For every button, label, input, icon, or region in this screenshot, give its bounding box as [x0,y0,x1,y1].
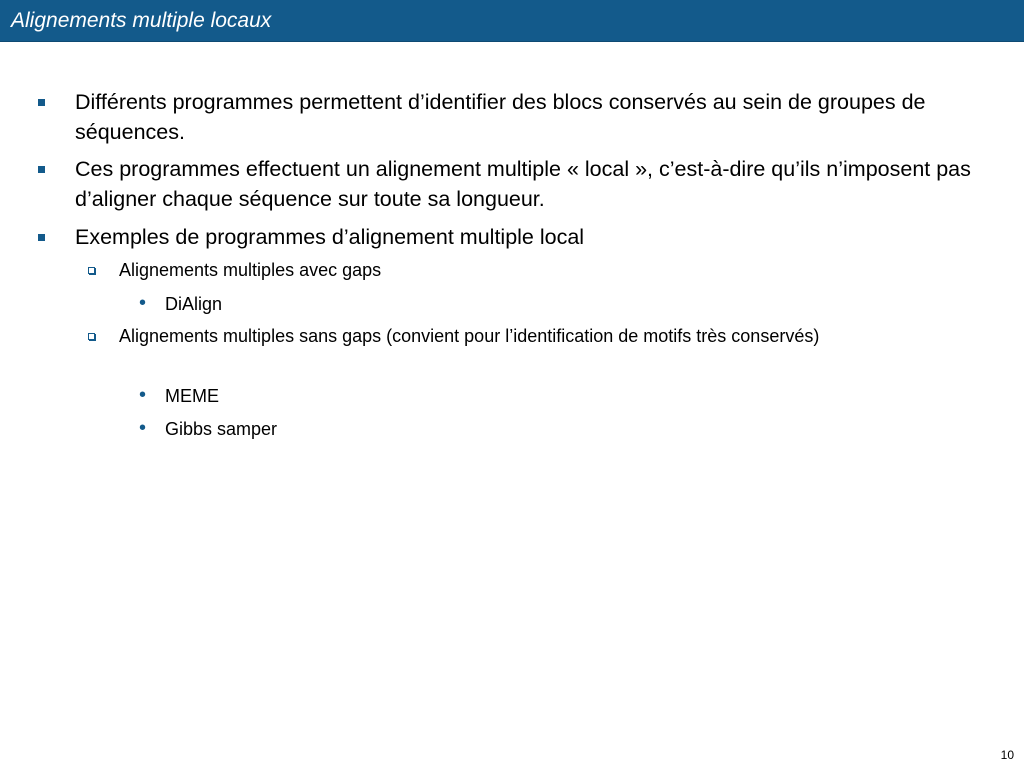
bullet-item-level3 [139,292,865,317]
bullet-text: Différents programmes permettent d’identifier des blocs conservés au sein de groupes de séquences. [75,90,926,144]
round-dot-bullet-icon: • [139,417,147,439]
filled-square-bullet-icon [38,166,45,173]
bullet-text: Gibbs samper [165,419,278,439]
bullet-item-level1 [75,222,975,252]
bullet-item-level3 [139,384,865,409]
bullet-text: Alignements multiples sans gaps (convient pour l’identification de motifs très conservés) [119,326,820,346]
bullet-item-level1 [75,87,975,147]
filled-square-bullet-icon [38,99,45,106]
page-number: 10 [1000,748,1014,762]
filled-square-bullet-icon [38,234,45,241]
hollow-square-bullet-icon [88,333,95,340]
bullet-item-level2 [119,258,939,283]
bullet-item-level2 [119,324,939,349]
bullet-item-level3 [139,417,865,442]
slide-title: Alignements multiple locaux [11,9,272,32]
bullet-item-level1 [75,154,975,214]
hollow-square-bullet-icon [88,267,95,274]
bullet-text: DiAlign [165,294,223,314]
round-dot-bullet-icon: • [139,384,147,406]
round-dot-bullet-icon: • [139,292,147,314]
bullet-text: Ces programmes effectuent un alignement multiple « local », c’est-à-dire qu’ils n’imposent pas d’aligner chaque séquence sur toute sa longueur. [75,157,971,211]
bullet-text: MEME [165,386,219,406]
bullet-text: Alignements multiples avec gaps [119,260,382,280]
bullet-text: Exemples de programmes d’alignement multiple local [75,225,585,249]
title-bar [0,0,1024,42]
